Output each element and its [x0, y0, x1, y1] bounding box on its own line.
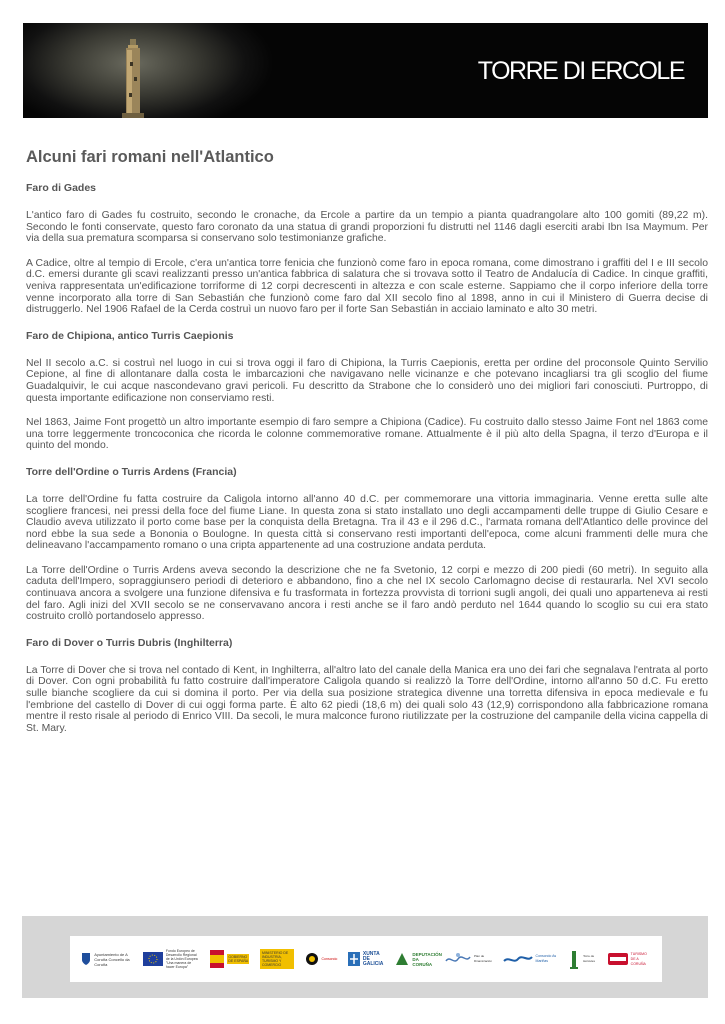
paragraph: Nel II secolo a.C. si costruì nel luogo in cui si trova oggi il faro di Chipiona, la Turris Caepionis, eretta per ordine del proconsole Quinto Servilio Cepione, al fine di allontanare dalla costa le imbarcazioni che navigavano nelle vicinanze e che potevano incagliarsi tra gli scoglio del fiume Guadalquivir, le cui acque nascondevano gravi pericoli. Fu descritto da Strabone che lo considerò uno dei migliori fari conosciuti. Purtroppo, di questa importante edificazione non conserviamo resti. — [26, 357, 708, 404]
spain-crest-icon — [210, 950, 224, 968]
paragraph: La Torre di Dover che si trova nel contado di Kent, in Inghilterra, all'altro lato del canale della Manica era uno dei fari che segnalava l'entrata al porto di Dover. Con ogni probabilità fu fatto costruire dall'imperatore Caligola quando si realizzò la Torre dell'Ordine, intorno all'anno 50 d.C. Fu eretto sulle bianche scogliere da cui si domina il porto. Per via della sua posizione strategica divenne una torretta difensiva in epoca medievale e fu l'embrione del castello di Dover di cui oggi forma parte. È alto 62 piedi (18,6 m) dei quali solo 43 (12,9) corrispondono alla fabbricazione romana mentre il resto risale al periodo di Enrico VIII. Da secoli, le mura malconce furono riutilizzate per la costruzione del campanile della vicina cappella di St. Mary. — [26, 664, 708, 734]
sponsor-logos-strip — [70, 936, 662, 982]
turismo-icon — [608, 953, 628, 965]
eu-feder-logo: Fondo Europeo de Desarrollo Regional de la Unión Europea "Una manera de hacer Europa" — [143, 949, 200, 969]
section-heading: Faro di Gades — [26, 182, 97, 194]
section-torre-ordine — [26, 466, 708, 623]
xunta-galicia-logo: XUNTA DE GALICIA — [348, 952, 385, 967]
consorcio-logo: Consorcio — [305, 952, 338, 966]
banner-title: TORRE DI ERCOLE — [477, 57, 684, 85]
section-heading: Faro di Dover o Turris Dubris (Inghilterra) — [26, 636, 233, 649]
marinas-icon — [503, 952, 533, 966]
section-faro-gades — [26, 182, 708, 316]
tower-icon — [568, 949, 580, 969]
paragraph: Nel 1863, Jaime Font progettò un altro importante esempio di faro sempre a Chipiona (Cadice). Fu costruito dallo stesso Jaime Font nel 1863 come una torre leggermente troncoconica che ricorda le colonne commemorative romane. Attualmente è il più alto della Spagna, il terzo d'Europa e il quinto del mondo. — [26, 417, 708, 452]
lighthouse-tower-image — [115, 37, 151, 118]
main-content — [26, 148, 708, 748]
section-faro-dover — [26, 637, 708, 735]
as-marinas-logo: Consorcio As Mariñas — [503, 952, 558, 966]
header-banner — [23, 23, 708, 118]
paragraph: La Torre dell'Ordine o Turris Ardens aveva secondo la descrizione che ne fa Svetonio, 12 corpi e mezzo di 200 piedi (60 metri). In seguito alla caduta dell'Impero, sopraggiunsero periodi di deterioro e abbandono, fino a che nel IX secolo Carlomagno decise di restaurarla. Nel XVI secolo continuava ancora a svolgere una funzione difensiva e fu trasformata in fortezza provvista di torrioni sugli angoli, dei quali uno apparteneva ai resti del faro. Agli inizi del XVII secolo se ne conservavano ancora i resti anche se il faro andò perduto nel 1644 quando lo scoglio su cui era stato costruito crollò portandoselo appresso. — [26, 564, 708, 623]
ministerio-logo: MINISTERIO DE INDUSTRIA, TURISMO Y COMERCIO — [260, 949, 294, 969]
section-heading: Faro de Chipiona, antico Turris Caepionis — [26, 329, 234, 342]
gobierno-espana-logo: GOBIERNO DE ESPAÑA — [210, 950, 249, 968]
paragraph: La torre dell'Ordine fu fatta costruire da Caligola intorno all'anno 40 d.C. per commemorare una vittoria immaginaria. Venne eretta sulle alte scogliere francesi, nei pressi della foce del fiume Liane. In questa zona si stato installato uno degli accampamenti delle truppe di Giulio Cesare e Claudio aveva utilizzato il porto come base per la conquista della Bretagna. Tra il 43 e il 296 d.C., l'armata romana dell'Atlantico delle province del nord ebbe la sua sede a Bononia o Boulogne. In questa città si conservano resti importanti dell'epoca, come alcuni frammenti delle mura che delineavano l'accampamento romano o una cripta appartenente ad una costruzione andata perduta. — [26, 493, 708, 552]
footer-sponsors-bar — [22, 916, 708, 998]
section-faro-chipiona — [26, 330, 708, 452]
xunta-cross-icon — [348, 952, 360, 966]
deputacion-icon — [395, 952, 409, 966]
section-heading: Torre dell'Ordine o Turris Ardens (Francia) — [26, 465, 237, 478]
paragraph: A Cadice, oltre al tempio di Ercole, c'era un'antica torre fenicia che funzionò come faro in epoca romana, come dimostrano i graffiti del I e III secolo d.C. emersi durante gli scavi realizzanti presso un'antica fabbrica di salatura che si trovava sotto il Teatro de Andalucía di Cadice. In cinque graffiti, veniva rappresentata un'edificazione torriforme di 12 corpi decrescenti in altezza e con scale esterne. Sappiamo che il corpo inferiore della torre venne incorporato alla torre di San Sebastián che funzionò come faro dal XII secolo fino al 1898, anno in cui il Ministero di Guerra decise di distruggerlo. Nel 1906 Rafael de la Cerda costruì un nuovo faro per il forte San Sebastián in acciaio laminato e alto 30 metri. — [26, 257, 708, 316]
paragraph: L'antico faro di Gades fu costruito, secondo le cronache, da Ercole a partire da un tempio a pianta quadrangolare alto 100 gomiti (89,22 m). Secondo le fonti conservate, questo faro coronato da una statua di grandi proporzioni fu distrutti nel 1146 dagli eserciti arabi Ibn Isa Maymum. Per via della sua prematura scomparsa si conservano solo testimonianze grafiche. — [26, 210, 708, 245]
circle-icon — [305, 952, 319, 966]
eu-flag-icon — [143, 952, 163, 966]
shield-icon — [81, 952, 91, 966]
page-title: Alcuni fari romani nell'Atlantico — [26, 148, 274, 166]
deputacion-coruna-logo: DEPUTACIÓN DA CORUÑA — [395, 952, 434, 967]
plan-turismo-logo: Plan de Dinamización — [445, 951, 492, 967]
torre-hercules-logo: Torre de Hércules — [568, 949, 597, 969]
wave-icon — [445, 951, 471, 967]
concello-coruna-logo: Ayuntamiento de A Coruña Concello da Coruña — [81, 952, 132, 967]
turismo-coruna-logo: TURISMO DE A CORUÑA — [608, 952, 651, 967]
